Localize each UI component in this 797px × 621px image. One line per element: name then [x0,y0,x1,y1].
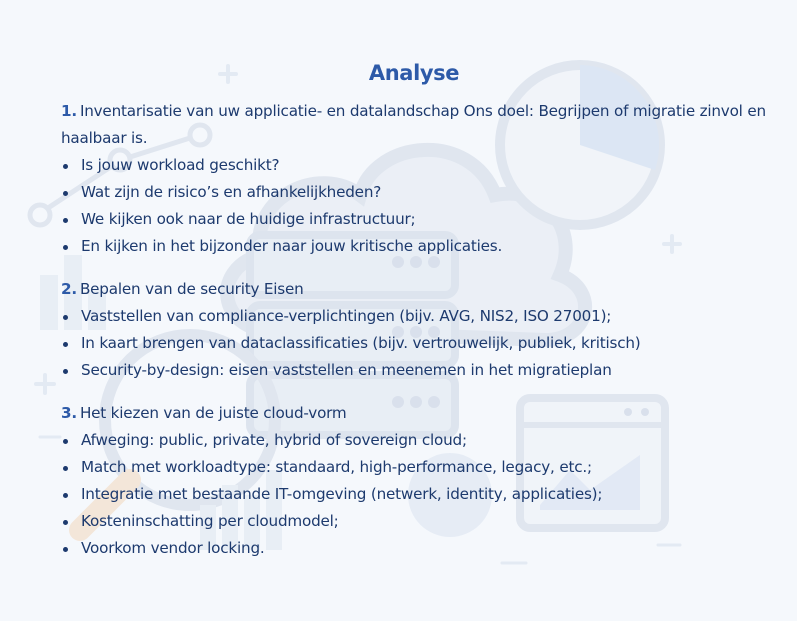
section-number: 3. [61,404,77,422]
section-heading [61,276,767,303]
list-item: Is jouw workload geschikt? [61,152,767,179]
analysis-content [61,58,767,578]
page-title: Analyse [368,61,460,85]
section-heading-text: Bepalen van de security Eisen [79,280,304,298]
bullet-list [61,152,767,260]
list-item: In kaart brengen van dataclassificaties (bijv. vertrouwelijk, publiek, kritisch) [61,330,767,357]
list-item: Integratie met bestaande IT-omgeving (netwerk, identity, applicaties); [61,481,767,508]
section-number: 2. [61,280,77,298]
section-1 [61,98,767,260]
list-item: Vaststellen van compliance-verplichtingen (bijv. AVG, NIS2, ISO 27001); [61,303,767,330]
section-heading-text: Het kiezen van de juiste cloud-vorm [79,404,347,422]
list-item: Match met workloadtype: standaard, high-performance, legacy, etc.; [61,454,767,481]
list-item: Kosteninschatting per cloudmodel; [61,508,767,535]
list-item: Security-by-design: eisen vaststellen en meenemen in het migratieplan [61,357,767,384]
section-number: 1. [61,102,77,120]
bullet-list [61,303,767,384]
list-item: En kijken in het bijzonder naar jouw kritische applicaties. [61,233,767,260]
list-item: Voorkom vendor locking. [61,535,767,562]
list-item: Afweging: public, private, hybrid of sovereign cloud; [61,427,767,454]
section-2 [61,276,767,384]
bullet-list [61,427,767,562]
list-item: We kijken ook naar de huidige infrastructuur; [61,206,767,233]
section-3 [61,400,767,562]
section-heading [61,400,767,427]
list-item: Wat zijn de risico’s en afhankelijkheden? [61,179,767,206]
section-heading-text: Inventarisatie van uw applicatie- en datalandschap Ons doel: Begrijpen of migratie zinvol en haalbaar is. [61,102,766,147]
section-heading [61,98,767,152]
